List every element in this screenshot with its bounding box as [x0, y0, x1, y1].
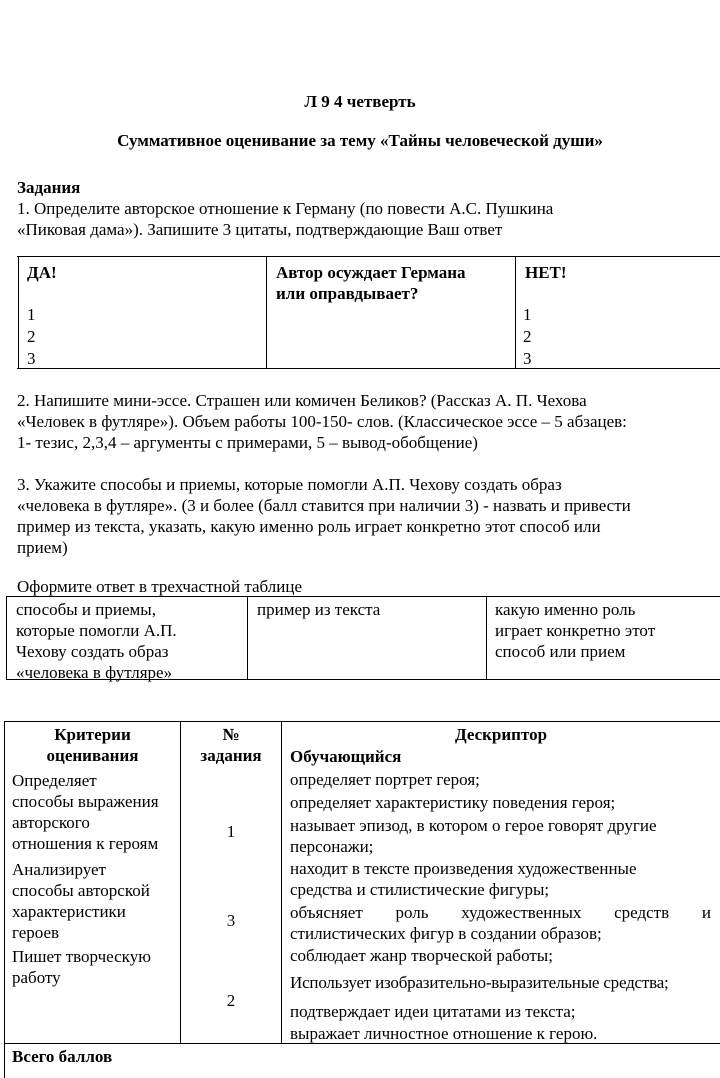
table1-border-bottom: [17, 368, 720, 369]
criteria-border-top: [4, 721, 720, 722]
task2-line: «Человек в футляре»). Объем работы 100-150- слов. (Классическое эссе – 5 абзацев:: [17, 412, 627, 431]
criteria-border-left: [4, 721, 5, 1078]
table1-row-number: 3: [523, 349, 532, 368]
task3-line: прием): [17, 538, 68, 557]
criteria-learner-label: Обучающийся: [290, 747, 402, 766]
criteria-total: Всего баллов: [12, 1047, 113, 1066]
table1-border-top: [17, 256, 720, 257]
table1-divider: [266, 256, 267, 369]
criteria-col-divider: [281, 721, 282, 1043]
criterion-task-number: 3: [226, 911, 236, 930]
descriptor-item: [290, 902, 711, 923]
task2-line: 2. Напишите мини-эссе. Страшен или комичен Беликов? (Рассказ А. П. Чехова: [17, 391, 587, 410]
table2-caption: Оформите ответ в трехчастной таблице: [17, 577, 303, 596]
descriptor-line: подтверждает идеи цитатами из текста;: [290, 1002, 576, 1021]
descriptor-line: находит в тексте произведения художественные: [290, 859, 637, 878]
criterion-line: Пишет творческую: [12, 947, 151, 966]
descriptor-line: объясняет роль художественных средств и: [290, 903, 711, 922]
criteria-header-line: №: [222, 725, 240, 744]
table2-col-example: [257, 599, 380, 620]
task3-line: 3. Укажите способы и приемы, которые помогли А.П. Чехову создать образ: [17, 475, 562, 494]
table2-divider: [486, 596, 487, 680]
table1-row-number: 1: [27, 305, 36, 324]
task1-line: «Пиковая дама»). Запишите 3 цитаты, подтверждающие Ваш ответ: [17, 220, 503, 239]
table1-border-left: [18, 256, 19, 369]
criterion-expression: [12, 770, 159, 854]
criterion-line: авторского: [12, 813, 90, 832]
descriptor-item: [290, 815, 657, 857]
criterion-line: Определяет: [12, 771, 97, 790]
criteria-header-number: [181, 724, 281, 766]
document-title: Л 9 4 четверть: [304, 92, 416, 111]
table2-border-top: [6, 596, 720, 597]
descriptor-item: [290, 792, 615, 813]
descriptor-line: персонажи;: [290, 837, 374, 856]
table1-row-number: 2: [27, 327, 36, 346]
criteria-header-line: задания: [200, 746, 262, 765]
descriptor-line: определяет портрет героя;: [290, 770, 480, 789]
descriptor-line: средства и стилистические фигуры;: [290, 880, 550, 899]
descriptor-item: [290, 1023, 597, 1044]
criterion-line: способы авторской: [12, 881, 150, 900]
criterion-line: работу: [12, 968, 61, 987]
table2-divider: [247, 596, 248, 680]
table1-row-number: 2: [523, 327, 532, 346]
descriptor-line: называет эпизод, в котором о герое говорят другие: [290, 816, 657, 835]
table2-cell-line: Чехову создать образ: [16, 642, 169, 661]
descriptor-item: [290, 1001, 576, 1022]
descriptor-item: [290, 923, 602, 944]
table1-header-yes: ДА!: [27, 263, 57, 282]
descriptor-line: стилистических фигур в создании образов;: [290, 924, 602, 943]
criteria-header-descriptor: Дескриптор: [454, 725, 548, 744]
table2-col-role: [495, 599, 655, 662]
criterion-line: способы выражения: [12, 792, 159, 811]
descriptor-line: определяет характеристику поведения героя;: [290, 793, 616, 812]
criterion-creative: [12, 946, 151, 988]
table1-divider: [515, 256, 516, 369]
tasks-heading: Задания: [17, 178, 81, 197]
table2-cell-line: «человека в футляре»: [16, 663, 173, 682]
table1-header-line: или оправдывает?: [276, 284, 419, 303]
table2-cell-line: пример из текста: [257, 600, 381, 619]
table2-cell-line: способы и приемы,: [16, 600, 156, 619]
table1-header-question: [276, 262, 466, 304]
descriptor-item: [290, 769, 480, 790]
descriptor-item: [290, 945, 553, 966]
table1-header-line: Автор осуждает Германа: [276, 263, 466, 282]
criteria-header-criteria: [5, 724, 180, 766]
criterion-task-number: 2: [226, 991, 236, 1010]
descriptor-item: [290, 858, 637, 900]
table1-row-number: 1: [523, 305, 532, 324]
table1-header-no: НЕТ!: [525, 263, 567, 282]
table1-row-number: 3: [27, 349, 36, 368]
table2-cell-line: какую именно роль: [495, 600, 636, 619]
criterion-line: характеристики: [12, 902, 126, 921]
task1-line: 1. Определите авторское отношение к Герману (по повести А.С. Пушкина: [17, 199, 554, 218]
criterion-task-number: 1: [226, 822, 236, 841]
table2-col-techniques: [16, 599, 177, 683]
descriptor-line: соблюдает жанр творческой работы;: [290, 946, 553, 965]
descriptor-line: выражает личностное отношение к герою.: [290, 1024, 598, 1043]
criterion-line: героев: [12, 923, 60, 942]
task2-line: 1- тезис, 2,3,4 – аргументы с примерами, 5 – вывод-обобщение): [17, 433, 478, 452]
criterion-line: Анализирует: [12, 860, 106, 879]
table2-cell-line: играет конкретно этот: [495, 621, 656, 640]
task1-text: [17, 198, 553, 240]
descriptor-item: [290, 972, 669, 993]
descriptor-line: Использует изобразительно-выразительные средства;: [290, 973, 669, 992]
task3-text: [17, 474, 631, 558]
criteria-header-line: оценивания: [46, 746, 139, 765]
table2-cell-line: способ или прием: [495, 642, 626, 661]
table2-border-left: [6, 596, 7, 680]
task3-line: пример из текста, указать, какую именно роль играет конкретно этот способ или: [17, 517, 601, 536]
task3-line: «человека в футляре». (3 и более (балл ставится при наличии 3) - назвать и привести: [17, 496, 631, 515]
criteria-header-line: Критерии: [54, 725, 131, 744]
task2-text: [17, 390, 627, 453]
document-subtitle: Суммативное оценивание за тему «Тайны человеческой души»: [117, 131, 603, 150]
table2-cell-line: которые помогли А.П.: [16, 621, 177, 640]
criterion-line: отношения к героям: [12, 834, 159, 853]
criterion-analysis: [12, 859, 150, 943]
